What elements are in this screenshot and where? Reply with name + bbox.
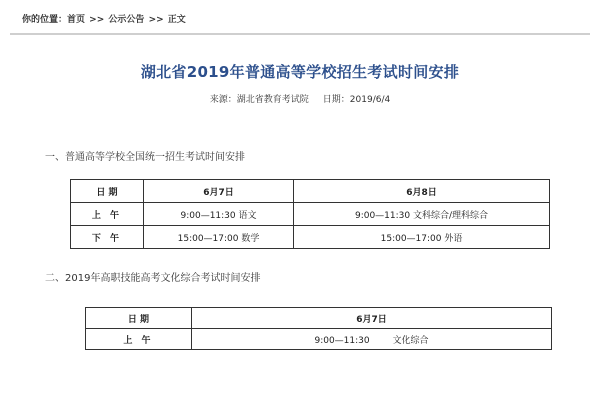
breadcrumb-link-announcements[interactable]: 公示公告: [108, 15, 145, 25]
table-header-cell: 6月7日: [192, 308, 552, 329]
breadcrumb: [22, 12, 186, 25]
table-header-cell: 6月7日: [144, 180, 294, 203]
table-row-label: 上 午: [86, 329, 192, 350]
table-cell: 15:00—17:00 数学: [144, 226, 294, 249]
table-row: [71, 203, 550, 226]
schedule-table-1: [70, 179, 550, 249]
table-header-cell: 日 期: [86, 308, 192, 329]
page-title: 湖北省2019年普通高等学校招生考试时间安排: [140, 63, 460, 81]
table-cell: 9:00—11:30 语文: [144, 203, 294, 226]
table-header-cell: 日 期: [71, 180, 144, 203]
breadcrumb-separator: >>: [89, 15, 105, 25]
table-row: [71, 226, 550, 249]
section-heading-1: 一、普通高等学校全国统一招生考试时间安排: [45, 152, 245, 163]
breadcrumb-separator: >>: [148, 15, 164, 25]
table-header-cell: 6月8日: [294, 180, 550, 203]
breadcrumb-current: 正文: [167, 15, 186, 25]
header-divider: [10, 33, 590, 35]
table-row-label: 上 午: [71, 203, 144, 226]
table-cell: 9:00—11:30 文化综合: [192, 329, 552, 350]
breadcrumb-prefix: 你的位置：: [22, 15, 68, 25]
table-header-row: [86, 308, 552, 329]
source-label: 来源：湖北省教育考试院: [209, 95, 309, 105]
breadcrumb-link-home[interactable]: 首页: [67, 15, 86, 25]
table-row: [86, 329, 552, 350]
section-heading-2: 二、2019年高职技能高考文化综合考试时间安排: [45, 273, 261, 284]
table-header-row: [71, 180, 550, 203]
table-cell: 15:00—17:00 外语: [294, 226, 550, 249]
schedule-table-2: [85, 307, 552, 350]
article-meta: [0, 92, 600, 105]
date-label: 日期：2019/6/4: [322, 95, 391, 105]
table-row-label: 下 午: [71, 226, 144, 249]
table-cell: 9:00—11:30 文科综合/理科综合: [294, 203, 550, 226]
